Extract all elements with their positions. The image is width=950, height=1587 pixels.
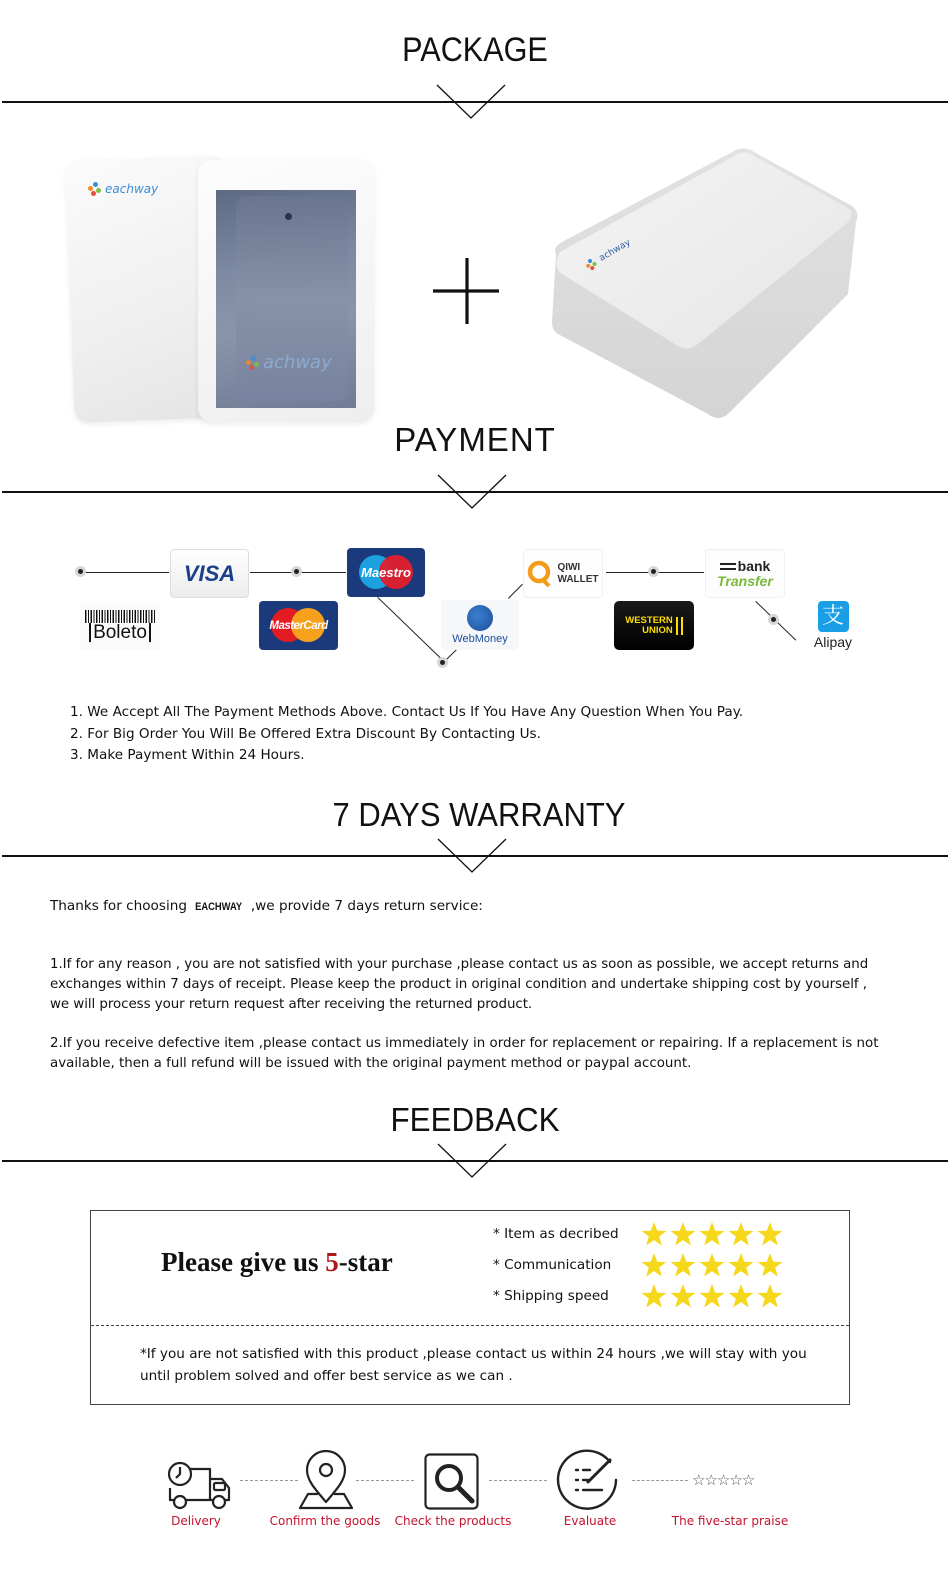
webmoney-globe-icon bbox=[467, 605, 493, 631]
connector-node bbox=[437, 657, 448, 668]
feedback-note: *If you are not satisfied with this product ,please contact us within 24 hours ,we will stay with you until problem solved and offer best service as we can . bbox=[140, 1346, 807, 1384]
warranty-para-2: 2.If you receive defective item ,please contact us immediately in order for replacement or repairing. If a replacement is not available, then a full refund will be issued with the original payment method or paypal account. bbox=[50, 1036, 879, 1070]
star-icon bbox=[757, 1221, 783, 1247]
eachway-logo: eachway bbox=[88, 182, 158, 196]
magnifier-icon bbox=[424, 1453, 480, 1511]
chevron-down-icon bbox=[437, 474, 507, 510]
star-icon bbox=[641, 1252, 667, 1278]
alipay-logo-icon: 支 bbox=[818, 601, 849, 632]
step-connector bbox=[240, 1480, 298, 1481]
rating-row-shipping: * Shipping speed bbox=[493, 1283, 783, 1309]
step-connector bbox=[489, 1480, 547, 1481]
star-icon bbox=[699, 1252, 725, 1278]
dashed-divider bbox=[91, 1325, 849, 1326]
warranty-intro: Thanks for choosing EACHWAY ,we provide 7 days return service: bbox=[50, 896, 890, 917]
package-closed-box-image bbox=[548, 144, 860, 420]
warranty-para-1: 1.If for any reason , you are not satisfied with your purchase ,please contact us as soon as possible, we accept returns and exchanges within 7 days of receipt. Please keep the product in original condition and undertake shipping cost by yourself , we will process your return request after receiving the returned product. bbox=[50, 957, 869, 1012]
section-title-feedback: FEEDBACK bbox=[390, 1101, 560, 1138]
star-icon bbox=[728, 1221, 754, 1247]
connector-node bbox=[648, 566, 659, 577]
star-icon bbox=[670, 1283, 696, 1309]
chevron-down-icon bbox=[437, 838, 507, 874]
step-label-confirm-goods: Confirm the goods bbox=[269, 1514, 381, 1528]
step-connector bbox=[632, 1480, 688, 1481]
star-icon bbox=[728, 1252, 754, 1278]
qiwi-logo-icon bbox=[527, 560, 553, 588]
payment-bank-transfer: bank Transfer bbox=[705, 549, 785, 598]
bag-brand-logo: achway bbox=[246, 352, 332, 373]
map-pin-icon bbox=[298, 1450, 354, 1512]
wu-bars-icon bbox=[676, 617, 683, 635]
star-icon bbox=[641, 1221, 667, 1247]
payment-notes bbox=[70, 702, 743, 767]
connector-node bbox=[768, 614, 779, 625]
payment-western-union: WESTERN UNION bbox=[614, 601, 694, 650]
barcode-icon bbox=[85, 610, 155, 623]
payment-mastercard: MasterCard bbox=[259, 601, 338, 650]
chevron-down-icon bbox=[437, 1143, 507, 1179]
star-icon bbox=[670, 1252, 696, 1278]
connector-node bbox=[291, 566, 302, 577]
star-icon bbox=[670, 1221, 696, 1247]
feedback-box bbox=[90, 1210, 850, 1405]
payment-maestro: Maestro bbox=[347, 548, 425, 597]
step-label-five-star-praise: The five-star praise bbox=[671, 1514, 789, 1528]
rating-row-communication: * Communication bbox=[493, 1252, 783, 1278]
camera-lens-icon bbox=[285, 213, 292, 220]
payment-note: 2. For Big Order You Will Be Offered Extra Discount By Contacting Us. bbox=[70, 725, 541, 742]
brand-dots-icon bbox=[88, 182, 102, 196]
step-label-delivery: Delivery bbox=[171, 1514, 221, 1528]
star-icon bbox=[641, 1283, 667, 1309]
payment-boleto: Boleto bbox=[80, 601, 160, 650]
payment-webmoney: WebMoney bbox=[441, 600, 519, 650]
connector-line bbox=[508, 584, 523, 599]
checklist-circle-icon bbox=[556, 1448, 620, 1512]
section-title-package: PACKAGE bbox=[402, 31, 548, 69]
star-icon bbox=[728, 1283, 754, 1309]
star-icon bbox=[757, 1252, 783, 1278]
step-label-evaluate: Evaluate bbox=[563, 1514, 617, 1528]
star-icon bbox=[699, 1221, 725, 1247]
star-icon bbox=[699, 1283, 725, 1309]
speed-lines-icon bbox=[720, 563, 736, 570]
box-brand-logo: achway bbox=[582, 236, 633, 274]
rating-row-item: * Item as decribed bbox=[493, 1221, 783, 1247]
section-title-warranty: 7 DAYS WARRANTY bbox=[332, 796, 626, 833]
chevron-down-icon bbox=[436, 84, 506, 120]
plus-icon bbox=[433, 258, 501, 326]
payment-qiwi-wallet: QIWI WALLET bbox=[523, 549, 603, 598]
five-stars bbox=[641, 1283, 783, 1309]
step-label-check-products: Check the products bbox=[394, 1514, 512, 1528]
five-stars-outline-icon: ☆☆☆☆☆ bbox=[692, 1471, 755, 1489]
connector-line bbox=[85, 572, 169, 573]
section-title-payment: PAYMENT bbox=[394, 421, 556, 458]
payment-alipay: 支 Alipay bbox=[804, 599, 862, 651]
payment-visa: VISA bbox=[170, 549, 249, 598]
payment-note: 3. Make Payment Within 24 Hours. bbox=[70, 747, 305, 763]
brand-name: EACHWAY bbox=[195, 901, 243, 913]
connector-node bbox=[75, 566, 86, 577]
truck-clock-icon bbox=[166, 1460, 232, 1510]
star-icon bbox=[757, 1283, 783, 1309]
feedback-title: Please give us 5-star bbox=[161, 1247, 393, 1277]
five-stars bbox=[641, 1252, 783, 1278]
step-connector bbox=[356, 1480, 414, 1481]
five-stars bbox=[641, 1221, 783, 1247]
payment-note: 1. We Accept All The Payment Methods Above. Contact Us If You Have Any Question When You Pay. bbox=[70, 704, 744, 720]
connector-line bbox=[377, 597, 444, 662]
